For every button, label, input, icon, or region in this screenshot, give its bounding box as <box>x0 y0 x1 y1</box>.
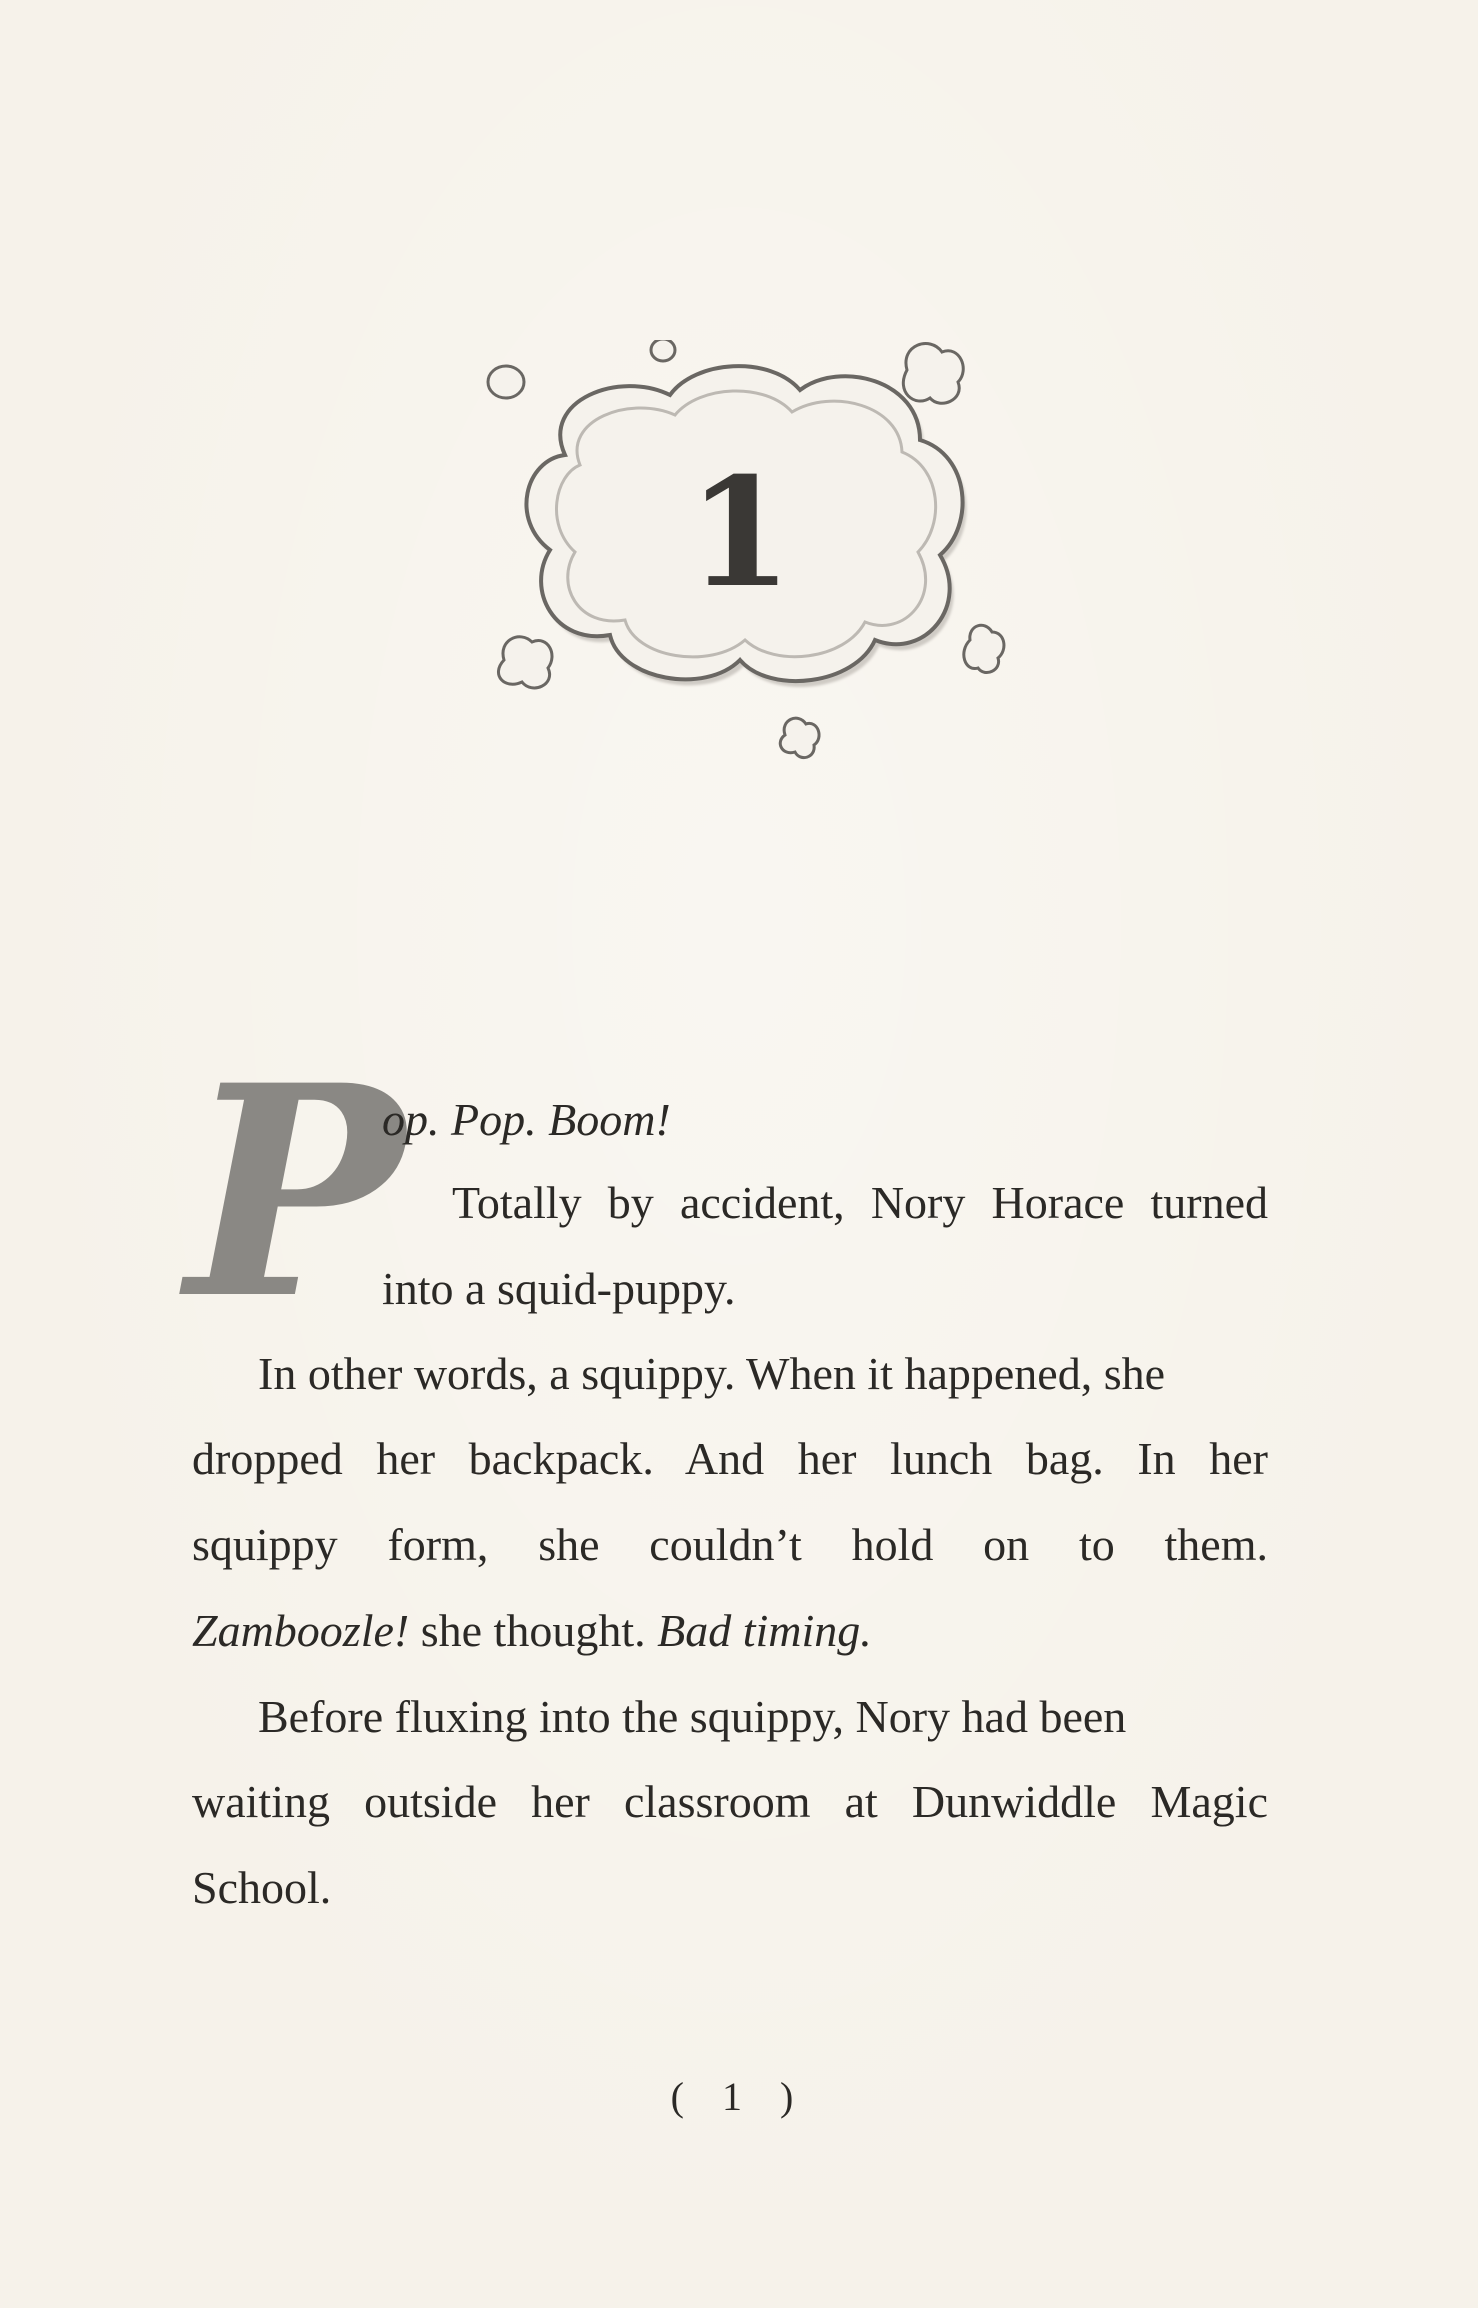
text-line-5: dropped her backpack. And her lunch bag. In her <box>192 1433 1268 1484</box>
text-line-1: op. Pop. Boom! <box>382 1094 671 1145</box>
italic-exclamation: Zamboozle! <box>192 1605 410 1656</box>
drop-cap: P <box>186 1023 405 1363</box>
text-line-8: Before fluxing into the squippy, Nory had been <box>258 1691 1127 1742</box>
text-line-3: into a squid-puppy. <box>382 1263 736 1314</box>
text-line-7 <box>192 1603 872 1659</box>
text-line-2: Totally by accident, Nory Horace turned <box>452 1177 1268 1228</box>
italic-phrase: Bad timing. <box>657 1605 872 1656</box>
text-line-10: School. <box>192 1862 332 1913</box>
chapter-number: 1 <box>687 445 793 621</box>
text-line-6: squippy form, she couldn’t hold on to them. <box>192 1519 1268 1570</box>
page-number: ( 1 ) <box>670 2074 808 2119</box>
chapter-badge <box>470 340 1010 760</box>
text-line-4: In other words, a squippy. When it happened, she <box>258 1348 1166 1399</box>
text-line-9: waiting outside her classroom at Dunwiddle Magic <box>192 1776 1268 1827</box>
plain-text: she thought. <box>409 1605 658 1656</box>
